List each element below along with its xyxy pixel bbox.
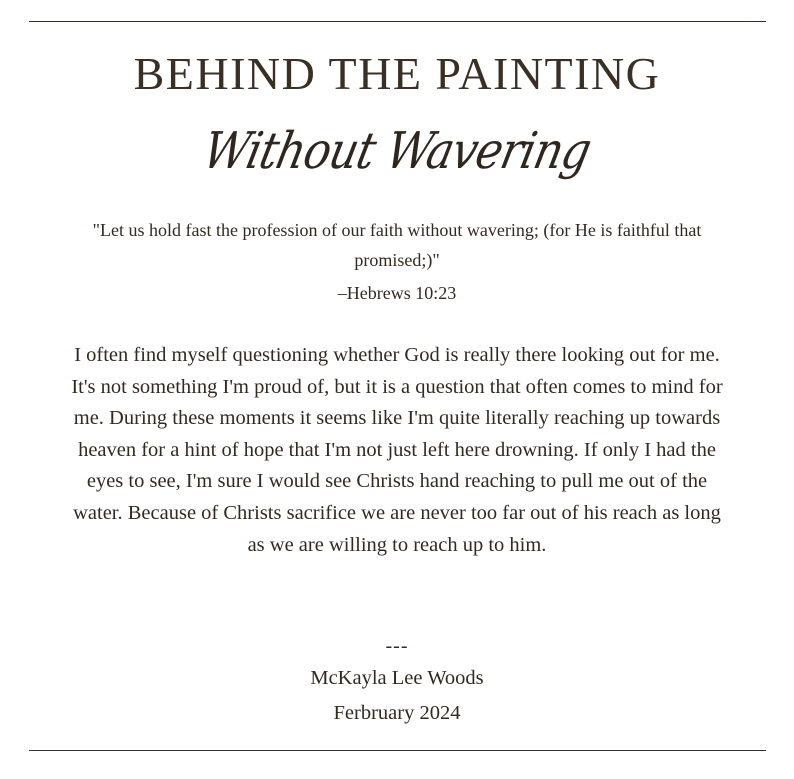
- painting-title-text: Without Wavering: [198, 122, 596, 181]
- signature-date: Ferbruary 2024: [333, 702, 461, 724]
- scripture-quote: [70, 215, 724, 275]
- author-name: McKayla Lee Woods: [310, 667, 484, 689]
- scripture-quote-text: "Let us hold fast the profession of our faith without wavering; (for He is faithful that promised;)": [92, 220, 702, 270]
- bottom-divider: [29, 750, 766, 751]
- top-divider: [29, 21, 766, 22]
- page-title: BEHIND THE PAINTING: [133, 48, 661, 99]
- signature-separator: ---: [385, 635, 409, 657]
- scripture-citation: –Hebrews 10:23: [337, 283, 457, 303]
- painting-title: [0, 112, 794, 192]
- reflection-paragraph: I often find myself questioning whether God is really there looking out for me. It's not something I'm proud of, but it is a question that often comes to mind for me. During these moments it seems like I'm quite literally reaching up towards heaven for a hint of hope that I'm not just left here drowning. If only I had the eyes to see, I'm sure I would see Christs hand reaching to pull me out of the water. Because of Christs sacrifice we are never too far out of his reach as long as we are willing to reach up to him.: [71, 344, 723, 556]
